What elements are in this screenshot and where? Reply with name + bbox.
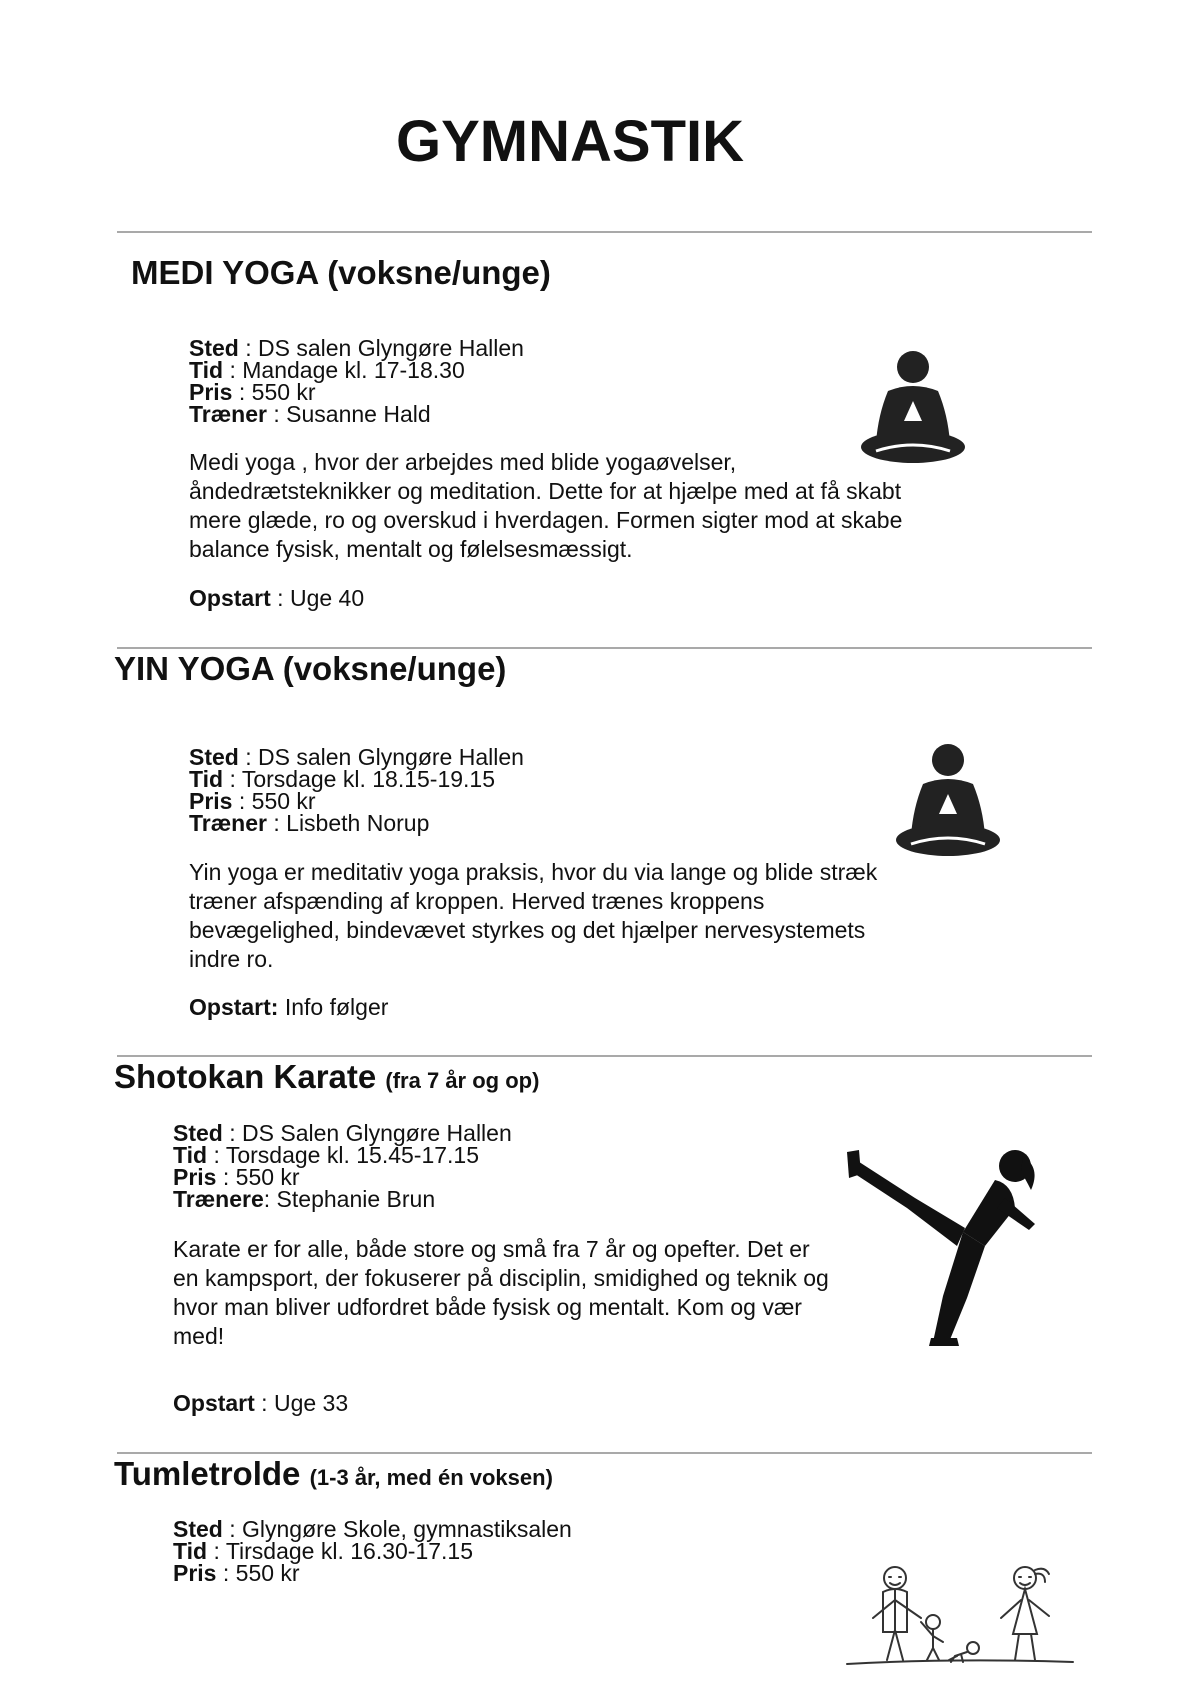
section-heading-karate [114, 1058, 539, 1096]
value-pris: : 550 kr [216, 1560, 300, 1586]
info-block-karate [173, 1122, 512, 1210]
divider [117, 1452, 1092, 1454]
section-heading-tumletrolde [114, 1455, 553, 1493]
value-opstart: Info følger [278, 994, 389, 1020]
start-karate [173, 1390, 348, 1417]
label-tid: Tid [173, 1538, 208, 1564]
label-opstart: Opstart [173, 1390, 255, 1416]
label-pris: Pris [189, 379, 233, 405]
value-pris: : 550 kr [232, 788, 316, 814]
label-tid: Tid [173, 1142, 208, 1168]
label-opstart: Opstart: [189, 994, 279, 1020]
value-pris: : 550 kr [216, 1164, 300, 1190]
start-yin-yoga [189, 994, 388, 1021]
start-medi-yoga [189, 585, 364, 612]
heading-main: Shotokan Karate [114, 1058, 377, 1095]
heading-main: Tumletrolde [114, 1455, 301, 1492]
label-pris: Pris [173, 1164, 217, 1190]
label-opstart: Opstart [189, 585, 271, 611]
description-yin-yoga: Yin yoga er meditativ yoga praksis, hvor du via lange og blide stræk træner afspænding af kroppen. Herved trænes kroppens bevægelighed, bindevævet styrkes og det hjælper nervesystemets indre ro. [189, 859, 878, 972]
value-tid: : Torsdage kl. 18.15-19.15 [223, 766, 496, 792]
label-tid: Tid [189, 766, 224, 792]
value-opstart: : Uge 33 [254, 1390, 349, 1416]
divider [117, 647, 1092, 649]
label-traener: Trænere [173, 1186, 264, 1212]
label-tid: Tid [189, 357, 224, 383]
description-karate: Karate er for alle, både store og små fra 7 år og opefter. Det er en kampsport, der fokuserer på disciplin, smidighed og teknik og hvor man bliver udfordret både fysisk og mentalt. Kom og vær med! [173, 1236, 829, 1349]
divider [117, 231, 1092, 233]
section-heading-yin-yoga: YIN YOGA (voksne/unge) [114, 650, 507, 687]
value-pris: : 550 kr [232, 379, 316, 405]
value-sted: : Glyngøre Skole, gymnastiksalen [222, 1516, 572, 1542]
value-sted: : DS Salen Glyngøre Hallen [222, 1120, 512, 1146]
meditation-icon [858, 335, 968, 475]
description-medi-yoga: Medi yoga , hvor der arbejdes med blide yogaøvelser, åndedrætsteknikker og meditation. Dette for at hjælpe med at få skabt mere glæde, ro og overskud i hverdagen. Formen sigter mod at skabe balance fysisk, mentalt og følelsesmæssigt. [189, 449, 903, 562]
label-sted: Sted [173, 1120, 223, 1146]
value-tid: : Tirsdage kl. 16.30-17.15 [207, 1538, 474, 1564]
heading-sub: (1-3 år, med én voksen) [309, 1465, 553, 1490]
value-sted: : DS salen Glyngøre Hallen [238, 335, 524, 361]
info-block-medi-yoga [189, 337, 524, 425]
karate-kick-icon [845, 1128, 1045, 1348]
heading-sub: (fra 7 år og op) [385, 1068, 540, 1093]
value-sted: : DS salen Glyngøre Hallen [238, 744, 524, 770]
info-block-yin-yoga [189, 746, 524, 834]
value-tid: : Mandage kl. 17-18.30 [223, 357, 465, 383]
family-stick-figures-icon [845, 1560, 1075, 1670]
value-tid: : Torsdage kl. 15.45-17.15 [207, 1142, 480, 1168]
divider [117, 1055, 1092, 1057]
meditation-icon [893, 728, 1003, 868]
label-sted: Sted [189, 335, 239, 361]
value-opstart: : Uge 40 [270, 585, 365, 611]
info-block-tumletrolde [173, 1518, 572, 1584]
page-title: GYMNASTIK [396, 109, 744, 174]
value-traener: : Susanne Hald [266, 401, 431, 427]
label-traener: Træner [189, 401, 267, 427]
value-traener: : Lisbeth Norup [266, 810, 430, 836]
section-heading-medi-yoga: MEDI YOGA (voksne/unge) [131, 254, 551, 291]
label-traener: Træner [189, 810, 267, 836]
label-pris: Pris [173, 1560, 217, 1586]
label-sted: Sted [189, 744, 239, 770]
label-pris: Pris [189, 788, 233, 814]
value-traener: : Stephanie Brun [263, 1186, 436, 1212]
label-sted: Sted [173, 1516, 223, 1542]
